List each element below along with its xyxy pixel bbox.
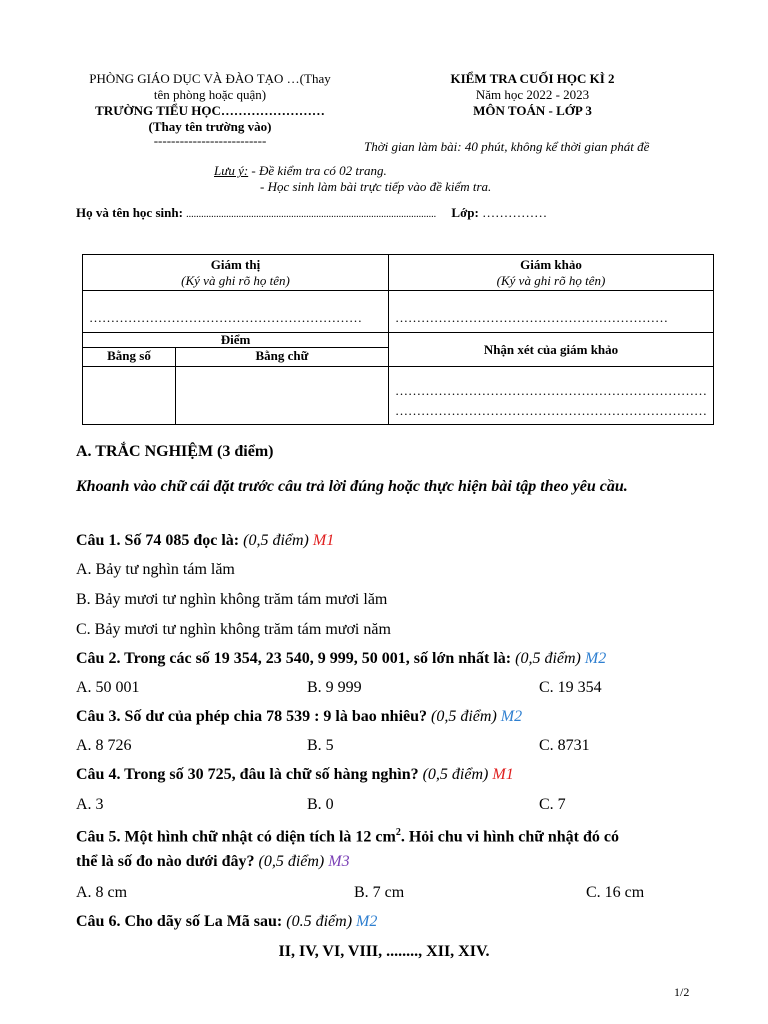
score-label: Điểm xyxy=(82,333,389,348)
exam-title: KIỂM TRA CUỐI HỌC KÌ 2 xyxy=(450,71,615,86)
examiner-header xyxy=(389,255,714,291)
note-block xyxy=(214,163,387,179)
question-2 xyxy=(76,649,606,669)
comment-header: Nhận xét của giám khảo xyxy=(389,333,714,367)
question-5-line2 xyxy=(76,852,350,872)
exam-time: Thời gian làm bài: 40 phút, không kể thời gian phát đề xyxy=(364,139,650,154)
score-words-label: Bằng chữ xyxy=(255,348,309,363)
class-label: Lớp: xyxy=(451,205,479,220)
note-line2: - Học sinh làm bài trực tiếp vào đề kiểm tra. xyxy=(260,179,492,194)
q3-option-a[interactable]: A. 8 726 xyxy=(76,737,132,754)
examiner-sub: (Ký và ghi rõ họ tên) xyxy=(496,273,606,288)
question-5-points: (0,5 điểm) xyxy=(258,853,325,870)
question-5-level: M3 xyxy=(328,853,350,870)
question-3-points: (0,5 điểm) xyxy=(431,708,497,725)
question-1-level: M1 xyxy=(312,532,335,549)
question-1-text: Câu 1. Số 74 085 đọc là: xyxy=(76,532,240,549)
question-5-text-a: Câu 5. Một hình chữ nhật có diện tích là 12 cm xyxy=(76,828,396,846)
q5-option-c[interactable]: C. 16 cm xyxy=(586,884,645,901)
question-4-text: Câu 4. Trong số 30 725, đâu là chữ số hàng nghìn? xyxy=(76,766,419,783)
question-1-points: (0,5 điểm) xyxy=(243,532,309,549)
exam-title-block xyxy=(400,71,665,119)
question-4-points: (0,5 điểm) xyxy=(422,766,489,783)
examiner-label: Giám khảo xyxy=(520,257,582,272)
subject-grade: MÔN TOÁN - LỚP 3 xyxy=(473,103,592,118)
question-2-text: Câu 2. Trong các số 19 354, 23 540, 9 999, 50 001, số lớn nhất là: xyxy=(76,650,512,667)
q5-option-b[interactable]: B. 7 cm xyxy=(354,884,405,901)
score-words-cell[interactable] xyxy=(176,367,389,425)
note-label: Lưu ý: xyxy=(214,163,249,178)
question-4-level: M1 xyxy=(492,766,514,783)
comment-dots-2: ……………………………………………………………… xyxy=(395,403,707,418)
q4-option-a[interactable]: A. 3 xyxy=(76,796,104,813)
q1-option-c[interactable]: C. Bảy mươi tư nghìn không trăm tám mươi năm xyxy=(76,621,391,638)
q2-option-a[interactable]: A. 50 001 xyxy=(76,679,140,696)
department-name xyxy=(50,71,370,147)
class-field[interactable]: …………… xyxy=(482,205,548,220)
department-line1: PHÒNG GIÁO DỤC VÀ ĐÀO TẠO …(Thay xyxy=(89,71,331,86)
question-3-level: M2 xyxy=(500,708,523,725)
question-5-text-c: thể là số đo nào dưới đây? xyxy=(76,853,255,870)
student-name-field[interactable]: .................................................................................................... xyxy=(186,209,437,220)
question-5-text-b: . Hỏi chu vi hình chữ nhật đó có xyxy=(400,828,619,846)
q2-option-b[interactable]: B. 9 999 xyxy=(307,679,362,696)
department-line2: tên phòng hoặc quận) xyxy=(153,87,267,102)
roman-sequence: II, IV, VI, VIII, ........, XII, XIV. xyxy=(278,943,490,960)
question-3 xyxy=(76,707,522,727)
question-5 xyxy=(76,823,694,847)
comment-dots-1: ……………………………………………………………… xyxy=(395,383,707,398)
q4-option-c[interactable]: C. 7 xyxy=(539,796,566,813)
question-6-points: (0.5 điểm) xyxy=(286,913,353,930)
note-line1: - Đề kiểm tra có 02 trang. xyxy=(251,163,387,178)
question-6 xyxy=(76,912,377,932)
q3-option-b[interactable]: B. 5 xyxy=(307,737,334,754)
examiner-signature[interactable] xyxy=(389,291,714,333)
q4-option-b[interactable]: B. 0 xyxy=(307,796,334,813)
question-2-points: (0,5 điểm) xyxy=(515,650,581,667)
proctor-sub: (Ký và ghi rõ họ tên) xyxy=(181,273,290,288)
page-number: 1/2 xyxy=(674,985,690,999)
question-4 xyxy=(76,765,514,785)
question-2-level: M2 xyxy=(584,650,607,667)
q2-option-c[interactable]: C. 19 354 xyxy=(539,679,602,696)
q1-option-b[interactable]: B. Bảy mươi tư nghìn không trăm tám mươi lăm xyxy=(76,591,388,608)
school-year: Năm học 2022 - 2023 xyxy=(475,87,590,102)
section-instruction: Khoanh vào chữ cái đặt trước câu trả lời đúng hoặc thực hiện bài tập theo yêu cầu. xyxy=(76,478,628,495)
proctor-signature-dots: ……………………………………………………… xyxy=(89,310,362,325)
q5-option-a[interactable]: A. 8 cm xyxy=(76,884,128,901)
question-6-level: M2 xyxy=(356,913,378,930)
proctor-header xyxy=(83,255,389,291)
school-note: (Thay tên trường vào) xyxy=(148,119,272,134)
question-6-text: Câu 6. Cho dãy số La Mã sau: xyxy=(76,913,283,930)
score-number-cell[interactable] xyxy=(83,367,176,425)
question-5-sup: 2 xyxy=(395,827,401,838)
school-name: TRƯỜNG TIỂU HỌC…………………… xyxy=(95,103,325,118)
grade-table xyxy=(82,254,714,425)
score-number-label: Bằng số xyxy=(83,348,176,366)
q3-option-c[interactable]: C. 8731 xyxy=(539,737,590,754)
proctor-label: Giám thị xyxy=(210,257,261,272)
header-divider: -------------------------- xyxy=(153,133,267,148)
student-name-label: Họ và tên học sinh: xyxy=(76,205,183,220)
comment-cell[interactable] xyxy=(389,367,714,425)
q1-option-a[interactable]: A. Bảy tư nghìn tám lăm xyxy=(76,561,235,578)
examiner-signature-dots: ……………………………………………………… xyxy=(395,310,668,325)
question-1 xyxy=(76,531,334,551)
question-3-text: Câu 3. Số dư của phép chia 78 539 : 9 là bao nhiêu? xyxy=(76,708,428,725)
score-header xyxy=(83,333,389,367)
section-title: A. TRẮC NGHIỆM (3 điểm) xyxy=(76,443,274,460)
proctor-signature[interactable] xyxy=(83,291,389,333)
student-info xyxy=(76,205,716,223)
